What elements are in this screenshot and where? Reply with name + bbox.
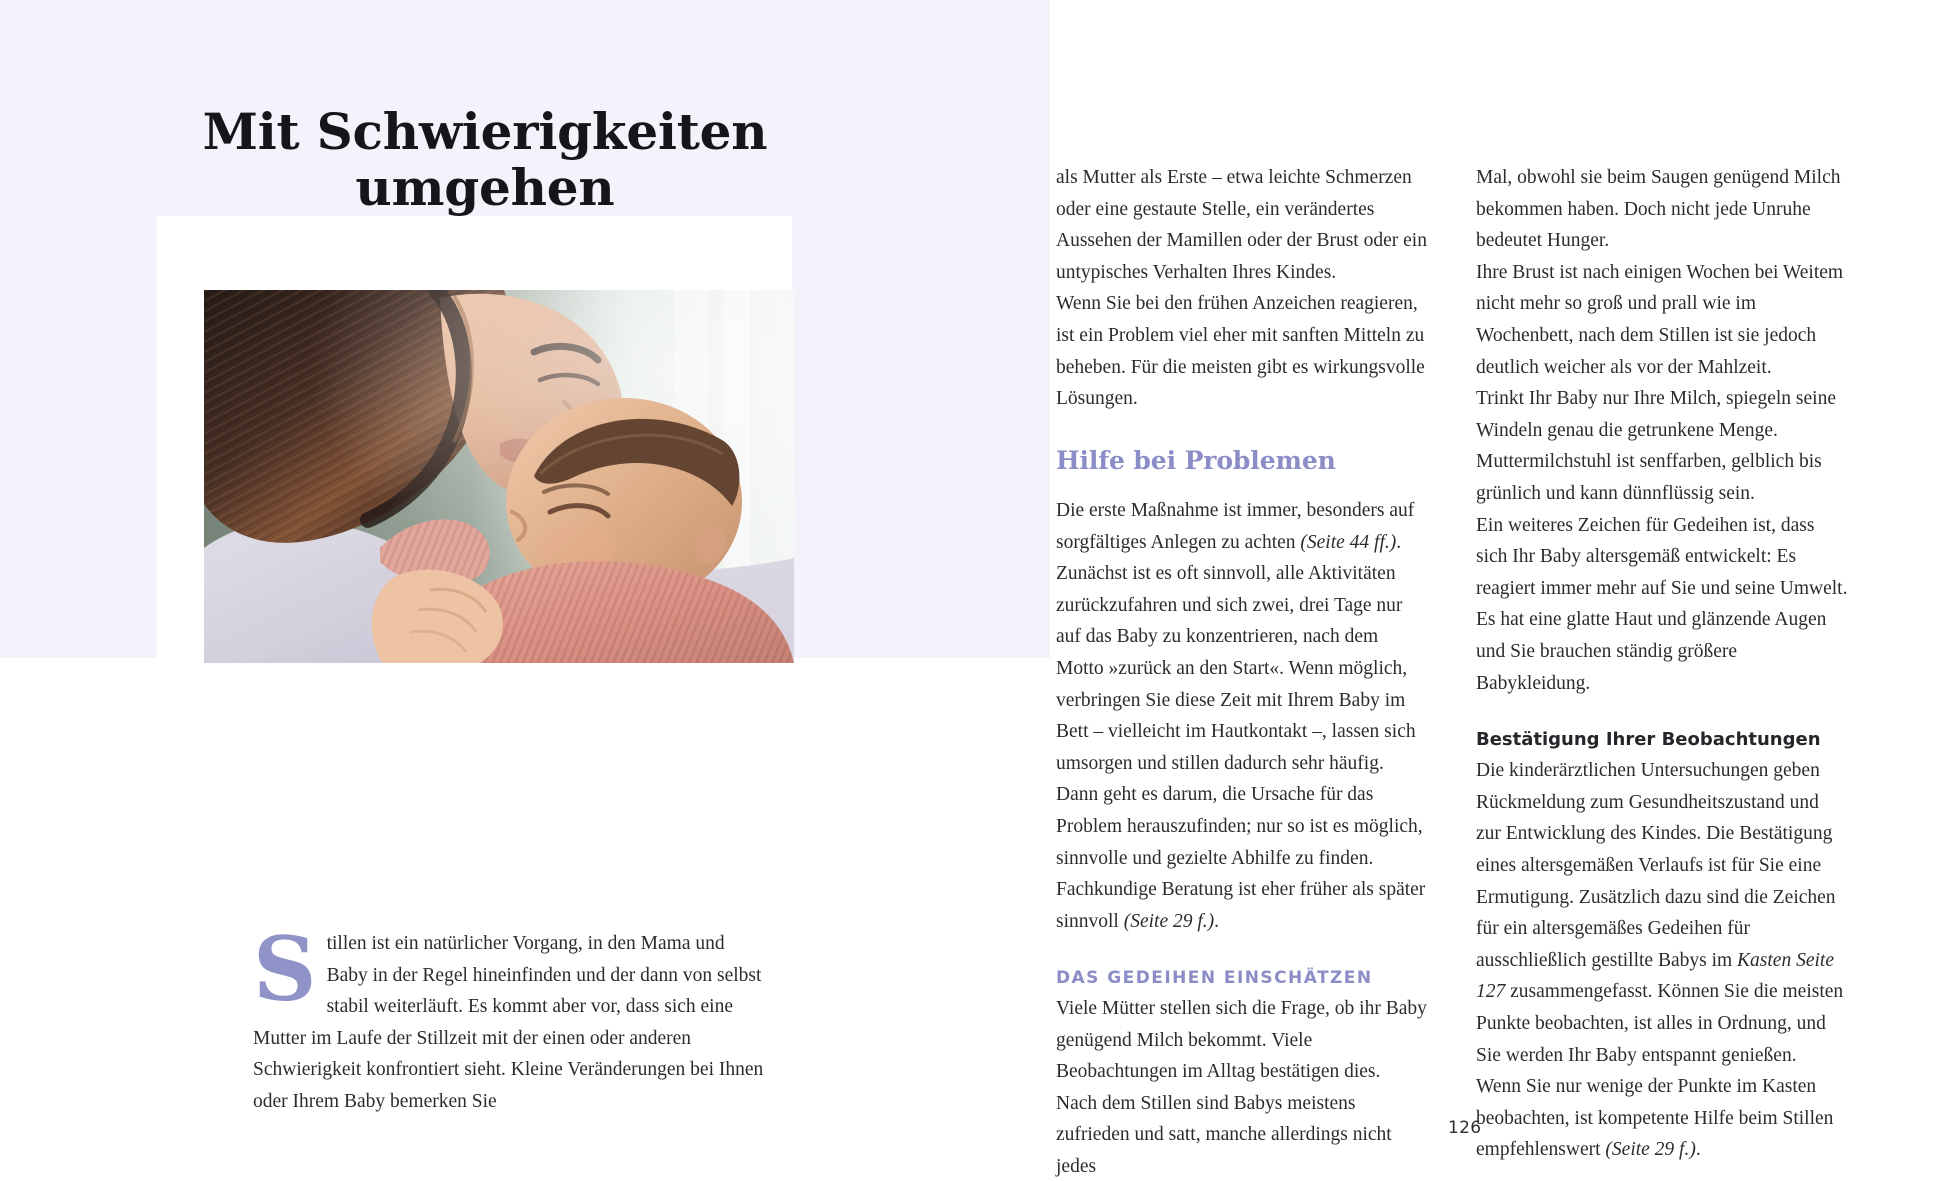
page-number: 126 [1448,1118,1482,1138]
c1-paragraph-3 [1056,495,1428,937]
lavender-block-left [0,216,157,658]
heading-das-gedeihen-einschaetzen: DAS GEDEIHEN EINSCHÄTZEN [1056,968,1373,989]
body-column-2 [1476,162,1848,1166]
c2-paragraph-3: Trinkt Ihr Baby nur Ihre Milch, spiegeln seine Windeln genau die getrunkene Menge. Muttermilchstuhl ist senffarben, gelblich bis grünlich und kann dünnflüssig sein. [1476,388,1836,504]
c2-paragraph-1: Mal, obwohl sie beim Saugen genügend Milch bekommen haben. Doch nicht jede Unruhe bedeutet Hunger. [1476,167,1841,252]
c1-p3-reference-2: (Seite 29 f.) [1123,910,1215,932]
c2-paragraph-4: Ein weiteres Zeichen für Gedeihen ist, dass sich Ihr Baby altersgemäß entwickelt: Es reagiert immer mehr auf Sie und seine Umwelt. Es hat eine glatte Haut und glänzende Augen und Sie brauchen ständig größere Babykleidung. [1476,514,1848,694]
c2-p5-part-b: zusammengefasst. Können Sie die meisten Punkte beobachten, ist alles in Ordnung, und Sie werden Ihr Baby entspannt genießen. [1476,981,1844,1066]
c2-p5-part-a: Die kinderärztlichen Untersuchungen geben Rückmeldung zum Gesundheitszustand und zur Entwicklung des Kindes. Die Bestätigung eines altersgemäßen Verlaufs ist für Sie eine Ermutigung. Zusätzlich dazu sind die Zeichen für ein altersgemäßes Gedeihen für ausschließlich gestillte Babys im [1476,760,1836,971]
page-title-line-2: umgehen [355,158,615,217]
c2-paragraph-2: Ihre Brust ist nach einigen Wochen bei Weitem nicht mehr so groß und prall wie im Wochenbett, nach dem Stillen ist sie jedoch deutlich weicher als vor der Mahlzeit. [1476,261,1844,378]
c1-p3-part-a: Die erste Maßnahme ist immer, besonders auf sorgfältiges Anlegen zu achten [1056,500,1415,553]
c1-p3-reference-1: (Seite 44 ff.) [1300,531,1397,553]
c1-p3-part-c: . [1214,910,1220,932]
page-title [160,104,810,216]
mother-and-baby-photo [204,290,794,663]
c1-p3-part-b: . Zunächst ist es oft sinnvoll, alle Aktivitäten zurückzufahren und sich zwei, drei Tage nur auf das Baby zu konzentrieren, nach dem Motto »zurück an den Start«. Wenn möglich, verbringen Sie diese Zeit mit Ihrem Baby im Bett – vielleicht im Hautkontakt –, lassen sich umsorgen und stillen dadurch sehr häufig. Dann geht es darum, die Ursache für das Problem herauszufinden; nur so ist es möglich, sinnvolle und gezielte Abhilfe zu finden. Fachkundige Beratung ist eher früher als später sinnvoll [1056,531,1426,932]
heading-bestaetigung-ihrer-beobachtungen: Bestätigung Ihrer Beobachtungen [1476,729,1821,751]
intro-paragraph [253,917,769,1118]
c2-p5-reference-1: Kasten Seite 127 [1476,949,1834,1003]
lavender-block-right [792,216,1050,658]
c1-paragraph-1: als Mutter als Erste – etwa leichte Schmerzen oder eine gestaute Stelle, ein verändertes Aussehen der Mamillen oder der Brust oder ein untypisches Verhalten Ihres Kindes. [1056,167,1427,283]
page-title-line-1: Mit Schwierigkeiten [202,102,768,161]
c2-paragraph-5 [1476,755,1848,1071]
photo-illustration [204,290,794,663]
c1-paragraph-4: Viele Mütter stellen sich die Frage, ob ihr Baby genügend Milch bekommt. Viele Beobachtungen im Alltag bestätigen dies. [1056,998,1427,1083]
c2-paragraph-6 [1476,1071,1848,1166]
drop-cap-letter: S [253,917,317,1021]
c2-p6-reference-1: (Seite 29 f.) [1605,1139,1696,1161]
c1-paragraph-5: Nach dem Stillen sind Babys meistens zufrieden und satt, manche allerdings nicht jedes [1056,1092,1392,1178]
heading-hilfe-bei-problemen: Hilfe bei Problemen [1056,445,1336,475]
intro-text: tillen ist ein natürlicher Vorgang, in den Mama und Baby in der Regel hineinfinden und der dann von selbst stabil weiterläuft. Es kommt aber vor, dass sich eine Mutter im Laufe der Stillzeit mit der einen oder anderen Schwierigkeit konfrontiert sieht. Kleine Veränderungen bei Ihnen oder Ihrem Baby bemerken Sie [253,933,764,1112]
c2-p6-part-b: . [1695,1139,1701,1161]
c2-p6-part-a: Wenn Sie nur wenige der Punkte im Kasten beobachten, ist kompetente Hilfe beim Stillen empfehlenswert [1476,1076,1834,1161]
body-column-1 [1056,162,1428,1181]
c1-paragraph-2: Wenn Sie bei den frühen Anzeichen reagieren, ist ein Problem viel eher mit sanften Mitteln zu beheben. Für die meisten gibt es wirkungsvolle Lösungen. [1056,293,1425,410]
